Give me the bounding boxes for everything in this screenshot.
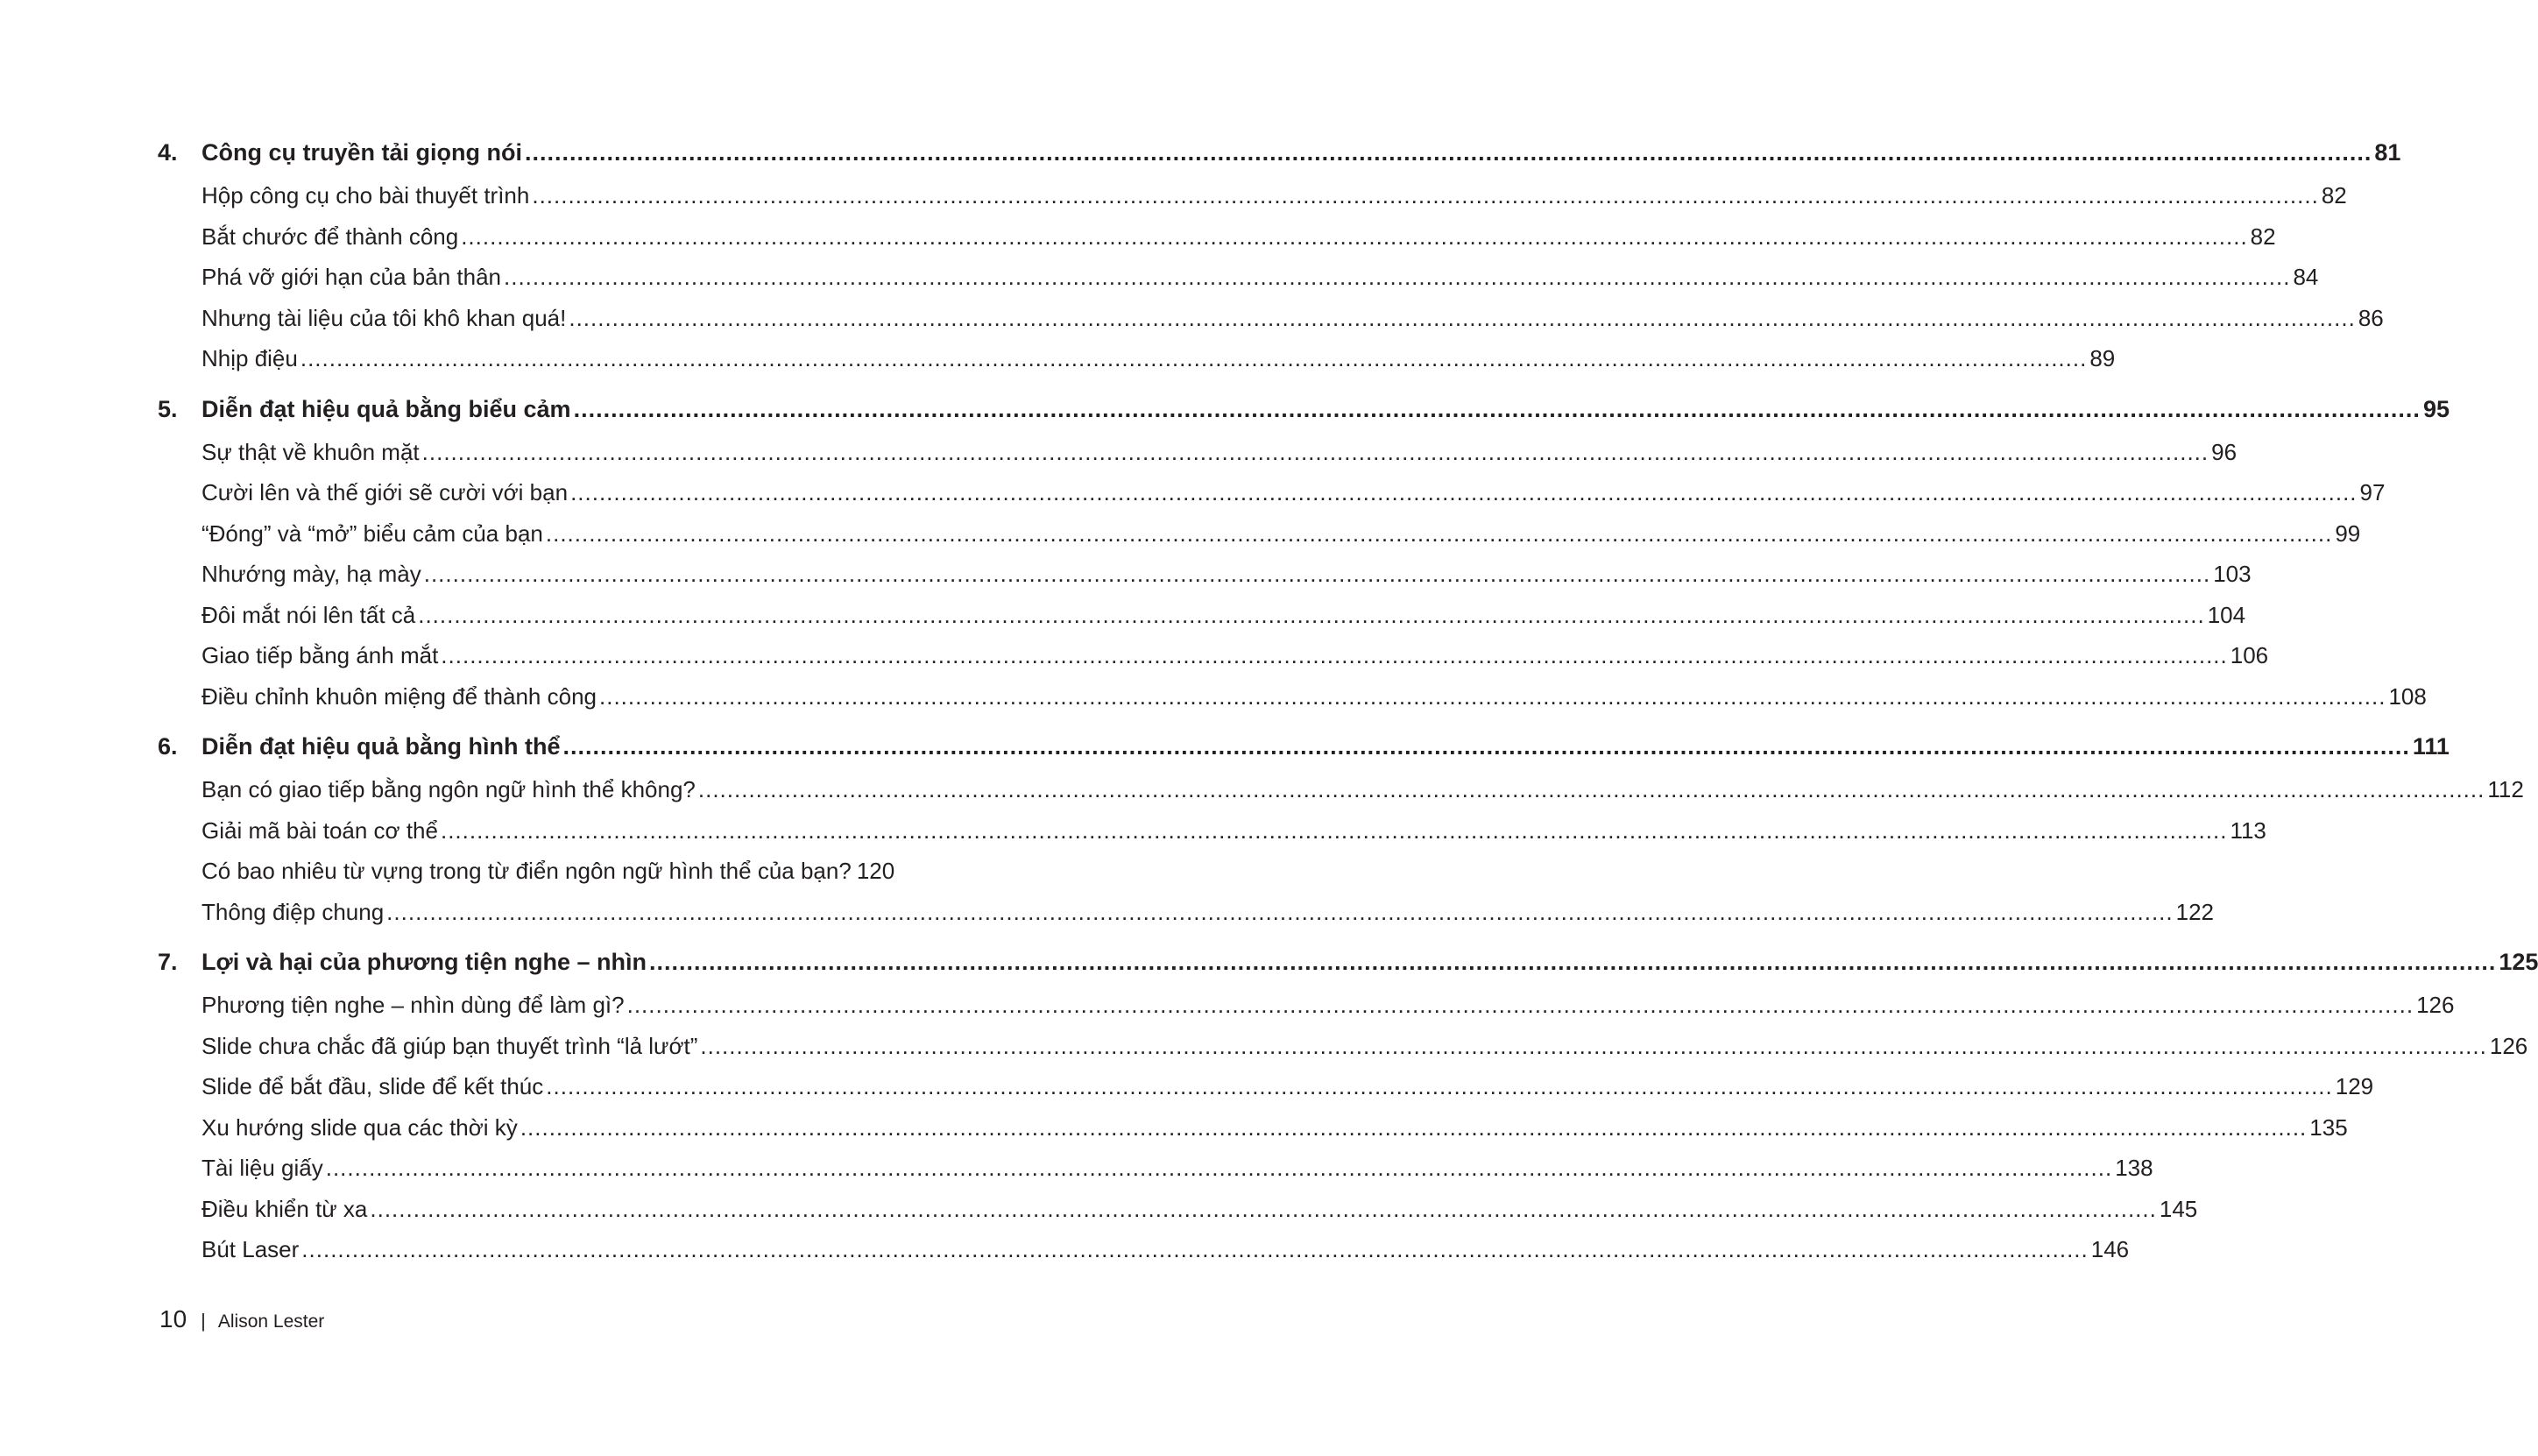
chapter-page: 95 [2422, 395, 2450, 422]
section-page: 146 [2090, 1236, 2130, 1262]
section-title: Slide chưa chắc đã giúp bạn thuyết trình “lả lướt” [201, 1032, 698, 1059]
section-title: Đôi mắt nói lên tất cả [201, 601, 416, 628]
toc-section-entry [158, 513, 2361, 555]
toc-section-entry [158, 810, 2266, 852]
toc-section-entry [158, 1148, 2153, 1189]
section-title: Xu hướng slide qua các thời kỳ [201, 1113, 518, 1141]
footer-page-number: 10 [159, 1305, 187, 1332]
chapter-number: 5. [158, 395, 178, 422]
dot-leader [698, 769, 2485, 810]
section-title: Giải mã bài toán cơ thể [201, 816, 438, 844]
section-title: Bút Laser [201, 1236, 300, 1262]
section-page: 138 [2115, 1155, 2153, 1181]
dot-leader [532, 175, 2318, 216]
section-title: Bạn có giao tiếp bằng ngôn ngữ hình thể không? [201, 776, 696, 802]
toc-section-entry [158, 338, 2116, 379]
page-footer [159, 1305, 324, 1333]
toc-section-entry [158, 257, 2319, 298]
section-page: 106 [2230, 642, 2269, 668]
section-title: Tài liệu giấy [201, 1155, 323, 1181]
toc-section-entry [158, 851, 895, 892]
toc-section-entry [158, 472, 2386, 513]
dot-leader [599, 676, 2386, 717]
section-page: 86 [2358, 304, 2384, 331]
dot-leader [424, 554, 2210, 595]
section-page: 126 [2489, 1032, 2528, 1059]
section-title: Cười lên và thế giới sẽ cười với bạn [201, 479, 569, 505]
section-page: 82 [2321, 182, 2347, 209]
dot-leader [504, 257, 2290, 298]
section-page: 97 [2359, 479, 2386, 505]
section-title: Sự thật về khuôn mặt [201, 438, 420, 465]
section-title: Điều khiển từ xa [201, 1195, 368, 1222]
section-page: 99 [2335, 519, 2361, 547]
dot-leader [441, 810, 2227, 852]
toc-section-entry [158, 1189, 2198, 1230]
toc-section-entry [158, 554, 2252, 595]
section-page: 122 [2175, 898, 2215, 925]
dot-leader [461, 216, 2247, 258]
section-page: 113 [2230, 816, 2266, 844]
dot-leader [700, 1026, 2486, 1067]
section-title: Điều chỉnh khuôn miệng để thành công [201, 682, 597, 710]
dot-leader [546, 513, 2332, 555]
toc-section-entry [158, 1066, 2374, 1107]
chapter-title: Công cụ truyền tải giọng nói [201, 139, 522, 166]
dot-leader [326, 1148, 2112, 1189]
chapter-number: 7. [158, 949, 178, 975]
section-title: Phá vỡ giới hạn của bản thân [201, 264, 501, 290]
section-page: 108 [2388, 682, 2427, 710]
toc-chapter [158, 386, 2450, 717]
dot-leader [300, 338, 2087, 379]
toc-section-entry [158, 985, 2455, 1026]
chapter-number: 4. [158, 139, 178, 166]
toc-chapter [158, 130, 2401, 379]
toc-chapter-entry [158, 939, 2538, 985]
dot-leader [574, 386, 2421, 432]
toc-section-entry [158, 676, 2427, 717]
section-page: 104 [2207, 601, 2246, 628]
section-page: 145 [2159, 1195, 2198, 1222]
toc-chapter-entry [158, 386, 2450, 432]
dot-leader [422, 432, 2209, 473]
section-title: Thông điệp chung [201, 898, 385, 925]
chapter-page: 111 [2412, 733, 2450, 760]
toc-section-entry [158, 1107, 2348, 1149]
section-title: “Đóng” và “mở” biểu cảm của bạn [201, 519, 543, 547]
toc-section-entry [158, 432, 2238, 473]
dot-leader [386, 892, 2173, 933]
section-title: Nhưng tài liệu của tôi khô khan quá! [201, 304, 567, 331]
chapter-page: 125 [2499, 949, 2538, 975]
section-page: 129 [2335, 1073, 2374, 1099]
section-title: Giao tiếp bằng ánh mắt [201, 642, 439, 668]
toc-section-entry [158, 595, 2246, 636]
dot-leader [569, 298, 2355, 339]
section-title: Hộp công cụ cho bài thuyết trình [201, 182, 530, 209]
section-page: 89 [2089, 345, 2116, 371]
toc-section-entry [158, 892, 2215, 933]
toc-section-entry [158, 298, 2384, 339]
chapter-page: 81 [2374, 139, 2401, 166]
dot-leader [418, 595, 2204, 636]
chapter-title: Diễn đạt hiệu quả bằng biểu cảm [201, 395, 571, 422]
toc-section-entry [158, 175, 2347, 216]
table-of-contents [158, 130, 2538, 1270]
dot-leader [441, 635, 2227, 676]
toc-chapter-entry [158, 724, 2450, 769]
dot-leader [525, 130, 2372, 175]
toc-section-entry [158, 1229, 2130, 1270]
footer-author: Alison Lester [217, 1311, 325, 1332]
toc-section-entry [158, 769, 2524, 810]
dot-leader [570, 472, 2357, 513]
chapter-title: Lợi và hại của phương tiện nghe – nhìn [201, 949, 647, 975]
section-page: 126 [2416, 992, 2455, 1018]
section-page: 96 [2211, 438, 2238, 465]
section-page: 135 [2309, 1113, 2348, 1141]
toc-section-entry [158, 635, 2269, 676]
dot-leader [301, 1229, 2088, 1270]
dot-leader [627, 985, 2414, 1026]
section-title: Có bao nhiêu từ vựng trong từ điển ngôn ngữ hình thể của bạn? [201, 858, 852, 884]
dot-leader [546, 1066, 2332, 1107]
section-page: 120 [856, 858, 895, 884]
toc-section-entry [158, 1026, 2528, 1067]
toc-chapter [158, 939, 2538, 1270]
dot-leader [520, 1107, 2307, 1149]
section-page: 103 [2213, 561, 2252, 587]
section-title: Nhướng mày, hạ mày [201, 561, 421, 587]
section-title: Bắt chước để thành công [201, 223, 459, 250]
section-page: 112 [2487, 776, 2524, 802]
section-page: 82 [2250, 223, 2276, 250]
toc-chapter [158, 724, 2524, 932]
section-title: Phương tiện nghe – nhìn dùng để làm gì? [201, 992, 625, 1018]
toc-section-entry [158, 216, 2276, 258]
footer-separator: | [201, 1310, 206, 1332]
dot-leader [649, 939, 2496, 985]
chapter-title: Diễn đạt hiệu quả bằng hình thể [201, 733, 561, 760]
section-title: Slide để bắt đầu, slide để kết thúc [201, 1073, 544, 1099]
section-title: Nhịp điệu [201, 345, 298, 371]
section-page: 84 [2293, 264, 2319, 290]
toc-chapter-entry [158, 130, 2401, 175]
chapter-number: 6. [158, 733, 178, 760]
dot-leader [370, 1189, 2156, 1230]
dot-leader [563, 724, 2410, 769]
